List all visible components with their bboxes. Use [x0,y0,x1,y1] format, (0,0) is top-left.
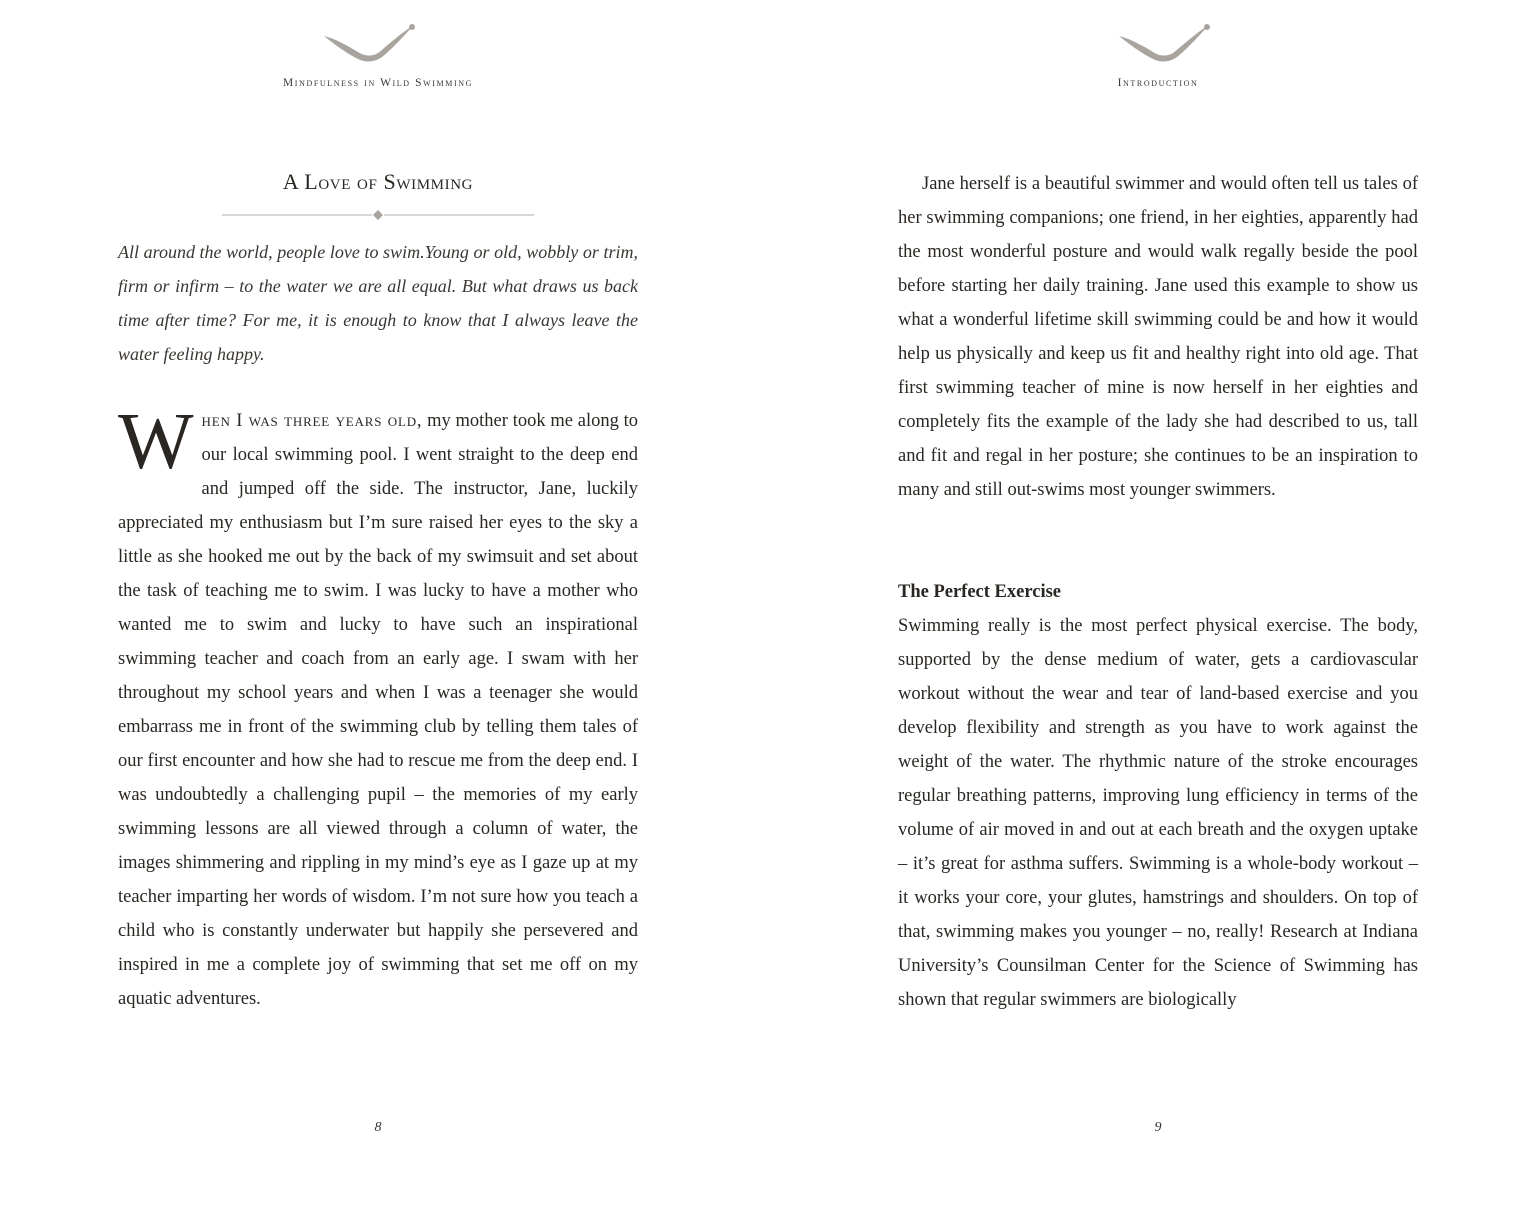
running-head-section: Introduction [1117,77,1199,89]
paragraph-jane: Jane herself is a beautiful swimmer and would often tell us tales of her swimming companions; one friend, in her eighties, apparently had the most wonderful posture and would walk regally beside the pool before starting her daily training. Jane used this example to show us what a wonderful lifetime skill swimming could be and how it would help us physically and keep us fit and healthy right into old age. That first swimming teacher of mine is now herself in her eighties and completely fits the example of the lady she had described to us, tall and fit and regal in her posture; she continues to be an inspiration to many and still out-swims most younger swimmers. [898,174,1418,500]
section-subheading: The Perfect Exercise [898,582,1061,602]
diving-swimmer-icon [1117,22,1213,66]
chapter-body-text [118,398,638,1016]
chapter-title: A Love of Swimming [282,169,474,194]
body-paragraph: my mother took me along to our local swimming pool. I went straight to the deep end and jumped off the side. The instructor, Jane, luckily appreciated my enthusiasm but I’m sure raised her eyes to the sky a little as she hooked me out by the back of my swimsuit and set about the task of teaching me to swim. I was lucky to have a mother who wanted me to swim and lucky to have such an inspirational swimming teacher and coach from an early age. I swam with her throughout my school years and when I was a teenager she would embarrass me in front of the swimming club by telling them tales of our first encounter and how she had to rescue me from the deep end. I was undoubtedly a challenging pupil – the memories of my early swimming lessons are all viewed through a column of water, the images shimmering and rippling in my mind’s eye as I gaze up at my teacher imparting her words of wisdom. I’m not sure how you teach a child who is constantly underwater but happily she persevered and inspired in me a complete joy of swimming that set me off on my aquatic adventures. [118,411,638,1009]
right-page [768,0,1536,1205]
paragraph-perfect-exercise: Swimming really is the most perfect physical exercise. The body, supported by the dense medium of water, gets a cardiovascular workout without the wear and tear of land-based exercise and you develop flexibility and strength as you have to work against the weight of the water. The rhythmic nature of the stroke encourages regular breathing patterns, improving lung efficiency in terms of the volume of air moved in and out at each breath and the oxygen uptake – it’s great for asthma suffers. Swimming is a whole-body workout – it works your core, your glutes, hamstrings and shoulders. On top of that, swimming makes you younger – no, really! Research at Indiana University’s Counsilman Center for the Science of Swimming has shown that regular swimmers are biologically [898,616,1418,1010]
drop-cap: W [118,398,194,486]
small-caps-lead-in: hen I was three years old, [201,411,423,431]
page-number: 9 [1154,1120,1162,1135]
epigraph: All around the world, people love to swim.Young or old, wobbly or trim, firm or infirm – to the water we are all equal. But what draws us back time after time? For me, it is enough to know that I always leave the water feeling happy. [118,242,638,364]
diamond-divider-icon [222,207,534,223]
running-head-book-title: Mindfulness in Wild Swimming [282,77,474,89]
page-number: 8 [374,1120,382,1135]
diving-swimmer-icon [322,22,418,66]
